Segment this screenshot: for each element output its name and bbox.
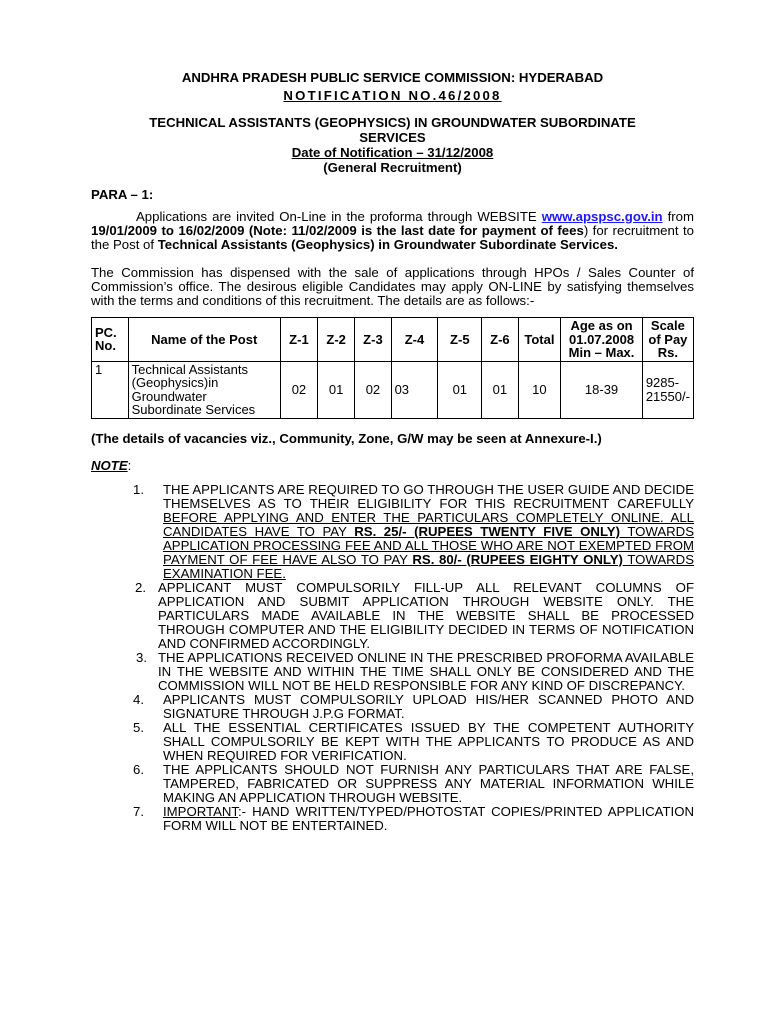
cell-z2: 01 (318, 361, 355, 418)
note-list (91, 483, 694, 833)
vacancy-table (91, 317, 694, 419)
post-name-bold: Technical Assistants (Geophysics) in Groundwater Subordinate Services. (157, 237, 618, 252)
note-number: 3. (136, 649, 147, 665)
note-colon: : (127, 457, 132, 473)
header-z2: Z-2 (318, 318, 355, 362)
header-z1: Z-1 (280, 318, 317, 362)
note-text: :- HAND WRITTEN/TYPED/PHOTOSTAT COPIES/PRINTED APPLICATION FORM WILL NOT BE ENTERTAINED. (163, 803, 694, 833)
note-text: APPLICANTS MUST COMPULSORILY UPLOAD HIS/HER SCANNED PHOTO AND SIGNATURE THROUGH J.P.G FORMAT. (163, 691, 694, 721)
list-item (91, 651, 694, 693)
list-item (91, 693, 694, 721)
cell-z4: 03 (391, 361, 438, 418)
application-dates: 19/01/2009 to 16/02/2009 (Note: 11/02/2009 is the last date for payment of fees (91, 223, 584, 238)
header-scale: Scale of Pay Rs. (642, 318, 693, 362)
cell-z3: 02 (355, 361, 391, 418)
para1-paragraph (91, 210, 694, 252)
cell-pc-no: 1 (92, 361, 129, 418)
note-number: 6. (133, 761, 144, 777)
para1-text-a: Applications are invited On-Line in the proforma through WEBSITE (136, 209, 542, 224)
note-number: 7. (133, 803, 144, 819)
para-label: PARA – 1: (91, 187, 154, 202)
note-label: NOTE (91, 457, 128, 473)
note-text: THE APPLICANTS ARE REQUIRED TO GO THROUGH THE USER GUIDE AND DECIDE THEMSELVES AS TO THEIR ELIGIBILITY FOR THIS RECRUITMENT CAREFULLY (163, 481, 694, 511)
list-item (91, 763, 694, 805)
list-item (91, 483, 694, 581)
header-post-name: Name of the Post (128, 318, 280, 362)
notification-date: Date of Notification – 31/12/2008 (291, 145, 494, 160)
examination-fee: RS. 80/- (RUPEES EIGHTY ONLY) (412, 551, 623, 567)
note-text: ALL THE ESSENTIAL CERTIFICATES ISSUED BY THE COMPETENT AUTHORITY SHALL COMPULSORILY BE KEPT WITH THE APPLICANTS TO PRODUCE AS AND WHEN REQUIRED FOR VERIFICATION. (163, 719, 694, 763)
post-title-block (91, 115, 694, 175)
header-z3: Z-3 (355, 318, 391, 362)
notification-document (91, 70, 694, 833)
post-title-line1: TECHNICAL ASSISTANTS (GEOPHYSICS) IN GROUNDWATER SUBORDINATE (149, 115, 636, 130)
note-text: THE APPLICATIONS RECEIVED ONLINE IN THE PRESCRIBED PROFORMA AVAILABLE IN THE WEBSITE AND WITHIN THE TIME SHALL ONLY BE CONSIDERED AND THE COMMISSION WILL NOT BE HELD RESPONSIBLE FOR ANY KIND OF DISCREPANCY. (158, 649, 694, 693)
cell-z5: 01 (438, 361, 482, 418)
commission-heading: ANDHRA PRADESH PUBLIC SERVICE COMMISSION: HYDERABAD (181, 70, 604, 85)
cell-age: 18-39 (561, 361, 643, 418)
para1-text-d: ) for recruitment to the Post of (91, 223, 694, 252)
header-pc-no: PC. No. (92, 318, 129, 362)
list-item (91, 581, 694, 651)
header-z4: Z-4 (391, 318, 438, 362)
recruitment-type: (General Recruitment) (323, 160, 462, 175)
important-label: IMPORTANT (163, 803, 238, 819)
header-z5: Z-5 (438, 318, 482, 362)
website-link[interactable]: www.apspsc.gov.in (541, 209, 663, 224)
note-text: THE APPLICANTS SHOULD NOT FURNISH ANY PARTICULARS THAT ARE FALSE, TAMPERED, FABRICATED OR SUPPRESS ANY MATERIAL INFORMATION WHILE MAKING AN APPLICATION THROUGH WEBSITE. (163, 761, 694, 805)
table-header-row (92, 318, 694, 362)
cell-post-name: Technical Assistants (Geophysics)in Groundwater Subordinate Services (128, 361, 280, 418)
header-age: Age as on 01.07.2008 Min – Max. (561, 318, 643, 362)
list-item (91, 721, 694, 763)
note-text: APPLICANT MUST COMPULSORILY FILL-UP ALL RELEVANT COLUMNS OF APPLICATION AND SUBMIT APPLICATION THROUGH WEBSITE ONLY. THE PARTICULARS MADE AVAILABLE IN THE WEBSITE SHALL BE PROCESSED THROUGH COMPUTER AND THE ELIGIBILITY DECIDED IN TERMS OF NOTIFICATION AND CONFIRMED ACCORDINGLY. (158, 579, 694, 651)
para2-paragraph: The Commission has dispensed with the sale of applications through HPOs / Sales Counter of Commission’s office. The desirous eligible Candidates may apply ON-LINE by satisfying themselves with the terms and conditions of this recruitment. The details are as follows:- (91, 265, 694, 308)
processing-fee: RS. 25/- (RUPEES TWENTY FIVE ONLY) (354, 523, 620, 539)
list-item (91, 805, 694, 833)
note-text-underlined: TOWARDS APPLICATION PROCESSING FEE AND ALL THOSE WHO ARE NOT EXEMPTED FROM PAYMENT OF FEE HAVE ALSO TO PAY (163, 523, 694, 567)
table-row (92, 361, 694, 418)
note-text-underlined: BEFORE APPLYING AND ENTER THE PARTICULARS COMPLETELY ONLINE. ALL CANDIDATES HAVE TO PAY (163, 509, 694, 539)
note-number: 2. (135, 579, 146, 595)
cell-z6: 01 (482, 361, 518, 418)
note-number: 4. (133, 691, 144, 707)
note-number: 5. (133, 719, 144, 735)
post-title-line2: SERVICES (359, 130, 426, 145)
header-total: Total (518, 318, 561, 362)
annexure-note: (The details of vacancies viz., Community, Zone, G/W may be seen at Annexure-I.) (91, 430, 602, 446)
note-number: 1. (133, 481, 144, 497)
header-z6: Z-6 (482, 318, 518, 362)
notification-number: NOTIFICATION NO.46/2008 (283, 88, 502, 103)
note-heading (91, 458, 694, 473)
note-text-underlined: TOWARDS EXAMINATION FEE. (163, 551, 694, 581)
cell-z1: 02 (280, 361, 317, 418)
cell-total: 10 (518, 361, 561, 418)
cell-scale: 9285-21550/- (642, 361, 693, 418)
para1-text-b: from (662, 209, 695, 224)
